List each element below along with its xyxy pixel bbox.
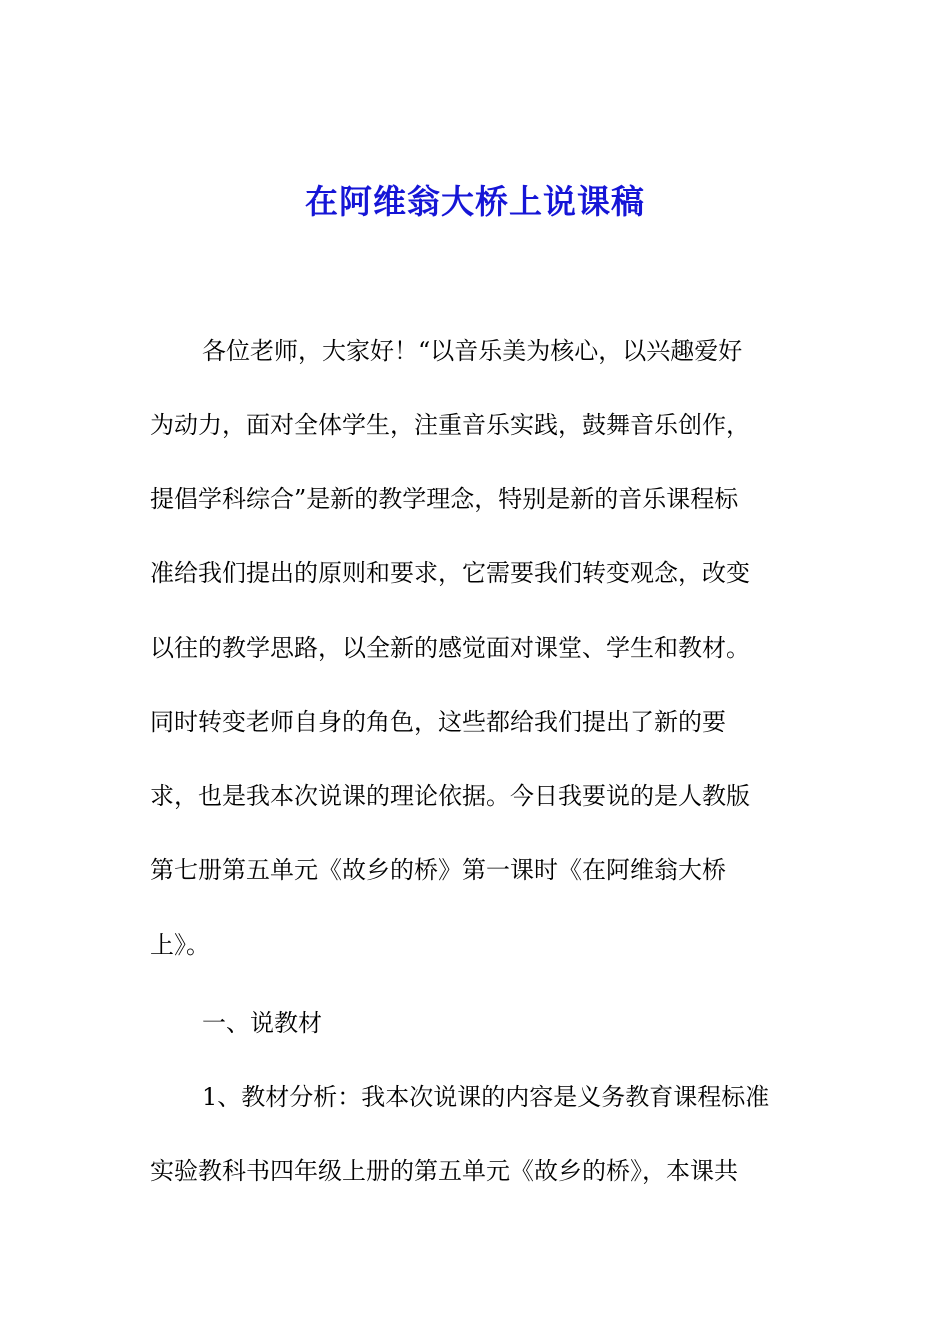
body-line: 第七册第五单元《故乡的桥》第一课时《在阿维翁大桥 — [150, 856, 726, 884]
body-line: 提倡学科综合”是新的教学理念，特别是新的音乐课程标 — [150, 485, 739, 513]
body-line: 同时转变老师自身的角色，这些都给我们提出了新的要 — [150, 708, 726, 736]
document-title: 在阿维翁大桥上说课稿 — [305, 182, 645, 221]
body-line: 实验教科书四年级上册的第五单元《故乡的桥》，本课共 — [150, 1157, 738, 1185]
body-line: 1、教材分析：我本次说课的内容是义务教育课程标准 — [202, 1083, 770, 1111]
section-heading: 一、说教材 — [202, 1009, 322, 1037]
body-line: 准给我们提出的原则和要求，它需要我们转变观念，改变 — [150, 559, 750, 587]
body-line: 上》。 — [150, 931, 210, 959]
body-line: 以往的教学思路，以全新的感觉面对课堂、学生和教材。 — [150, 634, 750, 662]
body-line: 各位老师，大家好！“以音乐美为核心，以兴趣爱好 — [202, 337, 743, 365]
body-line: 为动力，面对全体学生，注重音乐实践，鼓舞音乐创作， — [150, 411, 750, 439]
body-line: 求，也是我本次说课的理论依据。今日我要说的是人教版 — [150, 782, 750, 810]
